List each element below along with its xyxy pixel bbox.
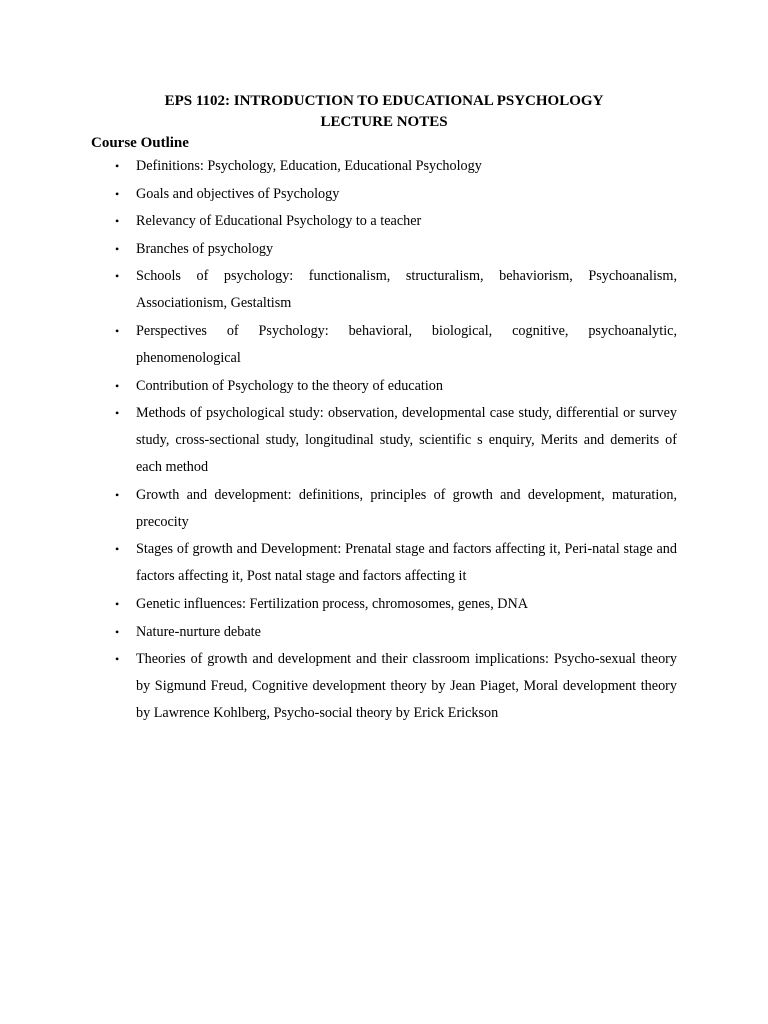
- list-item: [91, 619, 677, 646]
- list-item-text: Methods of psychological study: observation, developmental case study, differential or survey study, cross-sectional study, longitudinal study, scientific s enquiry, Merits and demerits of each method: [136, 405, 677, 476]
- document-title: EPS 1102: INTRODUCTION TO EDUCATIONAL PSYCHOLOGY: [164, 93, 604, 109]
- list-item: [91, 263, 677, 317]
- section-heading: Course Outline: [91, 135, 189, 151]
- list-item-text: Stages of growth and Development: Prenatal stage and factors affecting it, Peri-natal stage and factors affecting it, Post natal stage and factors affecting it: [136, 541, 677, 585]
- bullet-icon: •: [115, 241, 120, 256]
- list-item: [91, 482, 677, 536]
- list-item: [91, 591, 677, 618]
- list-item: [91, 318, 677, 372]
- list-item-text: Goals and objectives of Psychology: [136, 185, 340, 202]
- list-item: [91, 153, 677, 180]
- list-item-text: Contribution of Psychology to the theory of education: [136, 377, 443, 394]
- bullet-icon: •: [115, 214, 120, 229]
- list-item-text: Nature-nurture debate: [136, 623, 261, 640]
- list-item: [91, 373, 677, 400]
- list-item-text: Genetic influences: Fertilization process, chromosomes, genes, DNA: [136, 595, 529, 612]
- bullet-icon: •: [115, 323, 120, 338]
- bullet-icon: •: [115, 542, 120, 557]
- list-item-text: Branches of psychology: [136, 240, 274, 257]
- list-item-text: Growth and development: definitions, principles of growth and development, maturation, precocity: [136, 486, 677, 530]
- list-item: [91, 236, 677, 263]
- bullet-icon: •: [115, 652, 120, 667]
- list-item: [91, 536, 677, 590]
- list-item: [91, 400, 677, 481]
- list-item: [91, 208, 677, 235]
- bullet-icon: •: [115, 159, 120, 173]
- list-item-text: Theories of growth and development and their classroom implications: Psycho-sexual theory by Sigmund Freud, Cognitive development theory by Jean Piaget, Moral development theory by Lawrence Kohlberg, Psycho-social theory by Erick Erickson: [136, 651, 677, 722]
- list-item-text: Schools of psychology: functionalism, structuralism, behaviorism, Psychoanalism, Associationism, Gestaltism: [136, 268, 677, 312]
- list-item-text: Perspectives of Psychology: behavioral, biological, cognitive, psychoanalytic, phenomenological: [136, 322, 677, 366]
- list-item-text: Relevancy of Educational Psychology to a teacher: [136, 213, 422, 230]
- course-outline-list: [91, 153, 677, 728]
- bullet-icon: •: [115, 378, 120, 393]
- list-item: [91, 646, 677, 727]
- bullet-icon: •: [115, 186, 120, 201]
- bullet-icon: •: [115, 596, 120, 611]
- document-subtitle: LECTURE NOTES: [320, 114, 448, 130]
- list-item-text: Definitions: Psychology, Education, Educational Psychology: [136, 158, 482, 174]
- list-item: [91, 181, 677, 208]
- bullet-icon: •: [115, 269, 120, 284]
- bullet-icon: •: [115, 624, 120, 639]
- bullet-icon: •: [115, 406, 120, 421]
- bullet-icon: •: [115, 487, 120, 502]
